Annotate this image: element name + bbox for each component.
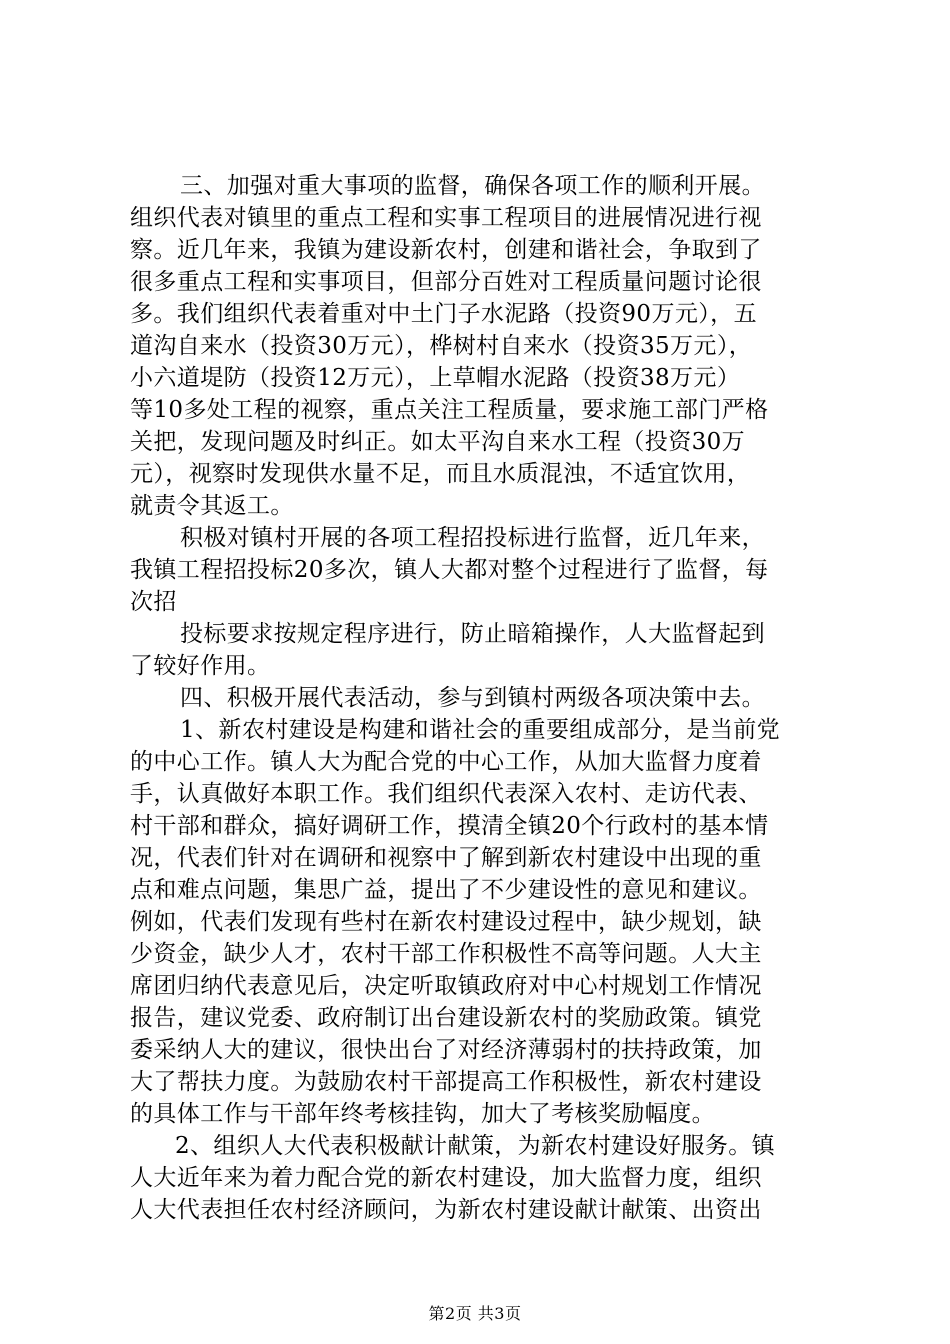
text-line: 村干部和群众，搞好调研工作，摸清全镇20个行政村的基本情 (130, 813, 769, 839)
text-line: 少资金，缺少人才，农村干部工作积极性不高等问题。人大主 (130, 941, 762, 967)
text-line: 况，代表们针对在调研和视察中了解到新农村建设中出现的重 (130, 845, 762, 871)
text-line: 小六道堤防（投资12万元），上草帽水泥路（投资38万元） (130, 365, 741, 391)
text-line: 元），视察时发现供水量不足，而且水质混浊，不适宜饮用， (130, 461, 751, 487)
text-line: 手，认真做好本职工作。我们组织代表深入农村、走访代表、 (130, 781, 762, 807)
text-line: 2、组织人大代表积极献计献策，为新农村建设好服务。镇 (175, 1133, 776, 1159)
text-line: 我镇工程招投标20多次，镇人大都对整个过程进行了监督，每 (130, 557, 769, 583)
text-line: 道沟自来水（投资30万元），桦树村自来水（投资35万元）， (130, 333, 753, 359)
text-line: 点和难点问题，集思广益，提出了不少建设性的意见和建议。 (130, 877, 762, 903)
text-line: 就责令其返工。 (130, 493, 294, 519)
text-line: 次招 (130, 589, 177, 615)
text-line: 等10多处工程的视察，重点关注工程质量，要求施工部门严格 (130, 397, 769, 423)
text-line: 席团归纳代表意见后，决定听取镇政府对中心村规划工作情况 (130, 973, 762, 999)
text-line: 人大近年来为着力配合党的新农村建设，加大监督力度，组织 (130, 1165, 762, 1191)
text-line: 三、加强对重大事项的监督，确保各项工作的顺利开展。 (180, 173, 765, 199)
text-line: 的中心工作。镇人大为配合党的中心工作，从加大监督力度着 (130, 749, 762, 775)
text-line: 委采纳人大的建议，很快出台了对经济薄弱村的扶持政策，加 (130, 1037, 762, 1063)
text-line: 例如，代表们发现有些村在新农村建设过程中，缺少规划，缺 (130, 909, 762, 935)
text-line: 组织代表对镇里的重点工程和实事工程项目的进展情况进行视 (130, 205, 762, 231)
text-line: 大了帮扶力度。为鼓励农村干部提高工作积极性，新农村建设 (130, 1069, 762, 1095)
text-line: 四、积极开展代表活动，参与到镇村两级各项决策中去。 (180, 685, 765, 711)
text-line: 察。近几年来，我镇为建设新农村，创建和谐社会，争取到了 (130, 237, 762, 263)
page-number-footer: 第2页 共3页 (428, 1304, 522, 1323)
text-line: 了较好作用。 (130, 653, 271, 679)
text-line: 积极对镇村开展的各项工程招投标进行监督，近几年来， (180, 525, 765, 551)
text-line: 很多重点工程和实事项目，但部分百姓对工程质量问题讨论很 (130, 269, 762, 295)
text-line: 人大代表担任农村经济顾问，为新农村建设献计献策、出资出 (130, 1197, 762, 1223)
text-line: 多。我们组织代表着重对中土门子水泥路（投资90万元），五 (130, 301, 757, 327)
text-line: 投标要求按规定程序进行，防止暗箱操作，人大监督起到 (180, 621, 765, 647)
text-line: 的具体工作与干部年终考核挂钩，加大了考核奖励幅度。 (130, 1101, 715, 1127)
text-line: 1、新农村建设是构建和谐社会的重要组成部分，是当前党 (180, 717, 781, 743)
text-line: 报告，建议党委、政府制订出台建设新农村的奖励政策。镇党 (130, 1005, 762, 1031)
text-line: 关把，发现问题及时纠正。如太平沟自来水工程（投资30万 (130, 429, 746, 455)
